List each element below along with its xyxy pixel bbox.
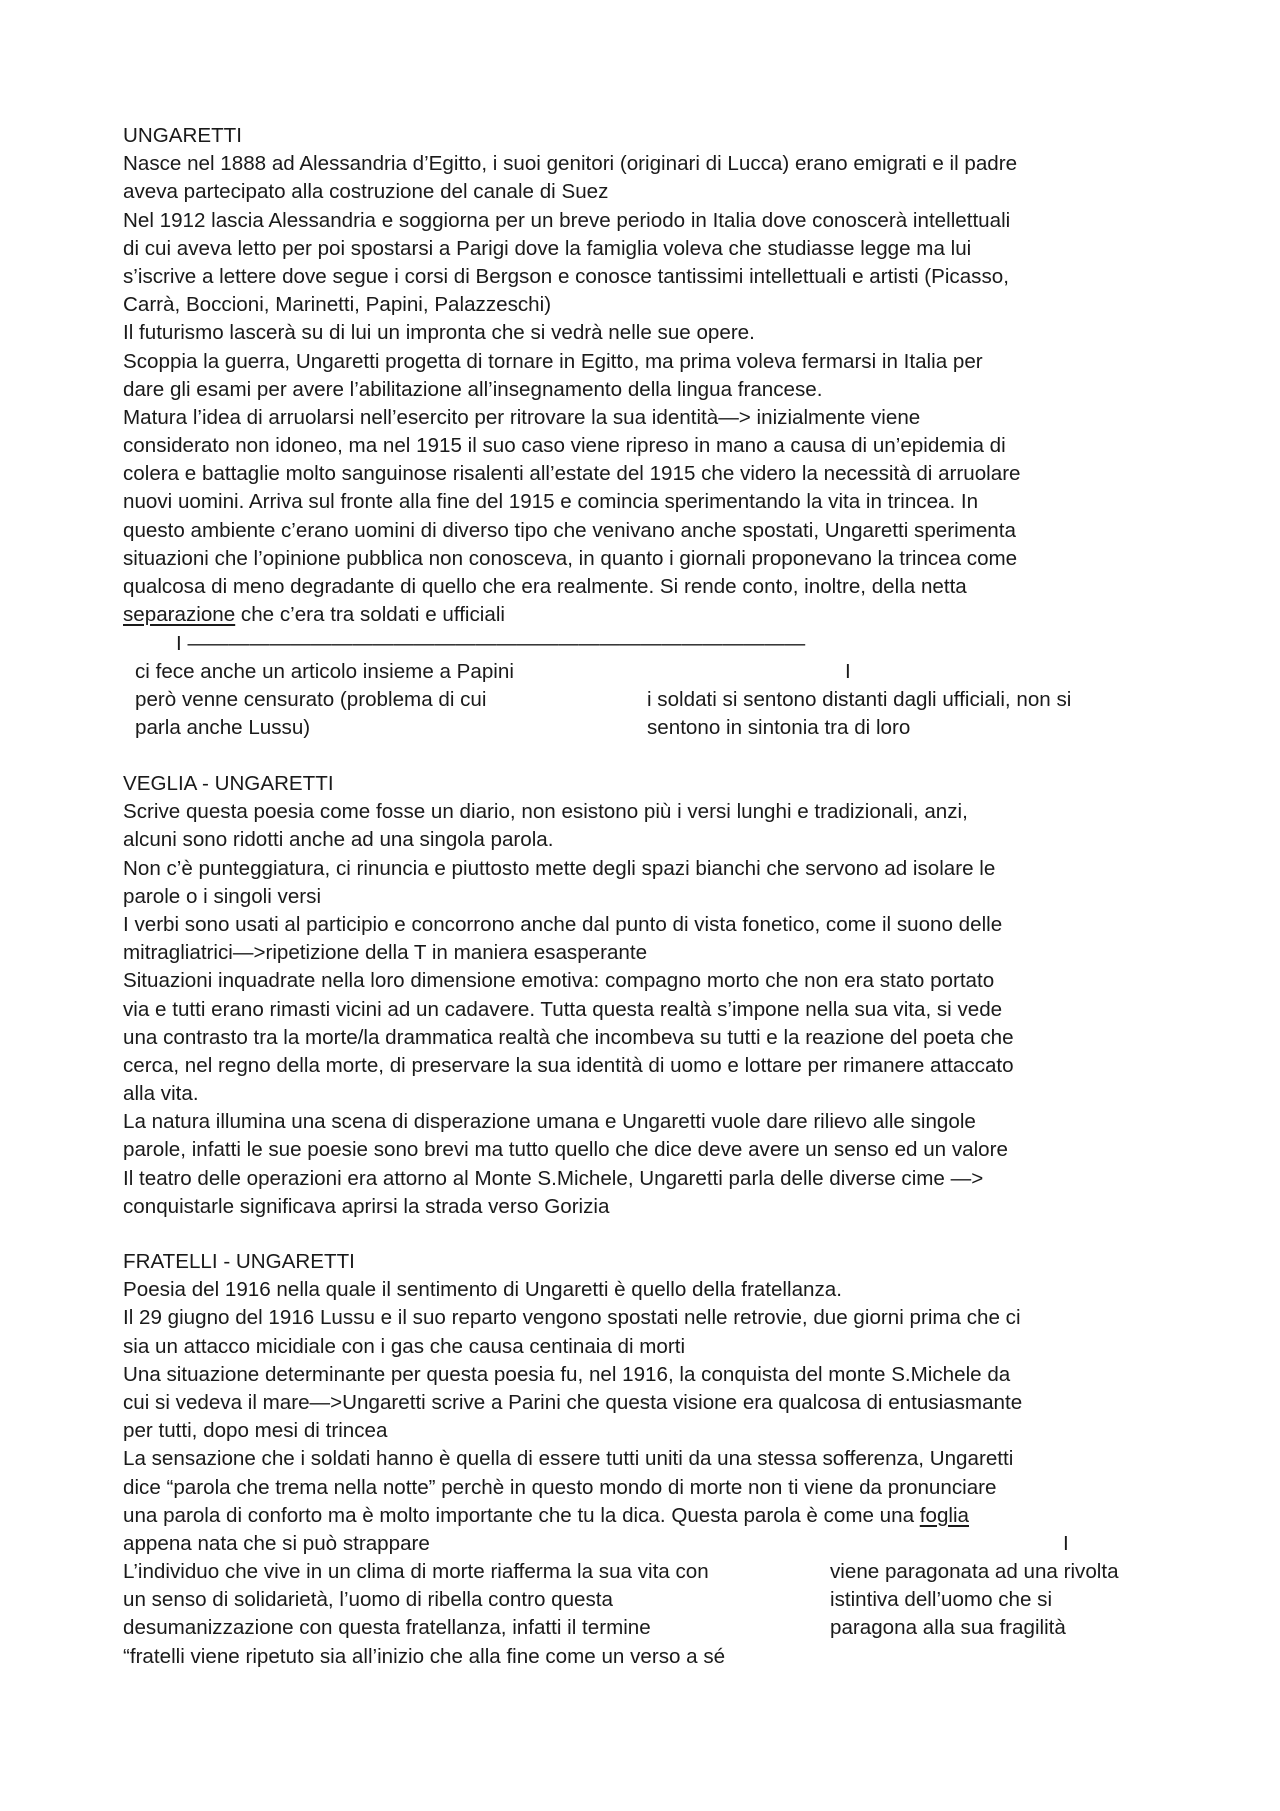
text-line: alcuni sono ridotti anche ad una singola parola. <box>123 828 554 852</box>
text-line: Scoppia la guerra, Ungaretti progetta di tornare in Egitto, ma prima voleva fermarsi in Italia per <box>123 349 983 373</box>
text-line: Situazioni inquadrate nella loro dimensione emotiva: compagno morto che non era stato portato <box>123 969 995 993</box>
text-line: Una situazione determinante per questa poesia fu, nel 1916, la conquista del monte S.Michele da <box>123 1362 1011 1386</box>
text-line: considerato non idoneo, ma nel 1915 il suo caso viene ripreso in mano a causa di un’epidemia di <box>123 434 1006 458</box>
line-text: una parola di conforto ma è molto importante che tu la dica. Questa parola è come una <box>123 1503 920 1527</box>
text-line: cerca, nel regno della morte, di preservare la sua identità di uomo e lottare per rimanere attaccato <box>123 1053 1014 1077</box>
text-line: Nasce nel 1888 ad Alessandria d’Egitto, i suoi genitori (originari di Lucca) erano emigrati e il padre <box>123 152 1018 176</box>
text-line: i soldati si sentono distanti dagli ufficiali, non si <box>647 688 1072 711</box>
section-veglia <box>123 770 1183 1221</box>
text-line: Matura l’idea di arruolarsi nell’esercito per ritrovare la sua identità—> inizialmente viene <box>123 405 921 429</box>
right-branch <box>647 686 1071 742</box>
text-line: Nel 1912 lascia Alessandria e soggiorna per un breve periodo in Italia dove conoscerà intellettuali <box>123 208 1011 232</box>
text-line: istintiva dell’uomo che si <box>830 1588 1053 1612</box>
text-line: di cui aveva letto per poi spostarsi a Parigi dove la famiglia voleva che studiasse legge ma lui <box>123 236 972 260</box>
text-line: per tutti, dopo mesi di trincea <box>123 1419 388 1443</box>
text-line: una contrasto tra la morte/la drammatica realtà che incombeva su tutti e la reazione del poeta che <box>123 1025 1014 1049</box>
text-line: Scrive questa poesia come fosse un diario, non esistono più i versi lunghi e tradizionali, anzi, <box>123 800 968 824</box>
text-line: colera e battaglie molto sanguinose risalenti all’estate del 1915 che videro la necessità di arruolare <box>123 462 1021 486</box>
text-line: sentono in sintonia tra di loro <box>647 716 911 740</box>
text-line: viene paragonata ad una rivolta <box>830 1560 1119 1583</box>
text-line: aveva partecipato alla costruzione del canale di Suez <box>123 180 609 204</box>
right-column <box>830 1558 1119 1643</box>
section-ungaretti <box>123 122 1183 629</box>
text-line: Carrà, Boccioni, Marinetti, Papini, Palazzeschi) <box>123 293 552 317</box>
section-title: VEGLIA - UNGARETTI <box>123 772 334 795</box>
text-line: La sensazione che i soldati hanno è quella di essere tutti uniti da una stessa sofferenza, Ungaretti <box>123 1447 1014 1471</box>
text-line: Il futurismo lascerà su di lui un impronta che si vedrà nelle sue opere. <box>123 321 755 345</box>
text-line: sia un attacco micidiale con i gas che causa centinaia di morti <box>123 1334 686 1358</box>
text-line: La natura illumina una scena di disperazione umana e Ungaretti vuole dare rilievo alle singole <box>123 1110 976 1134</box>
text-line: Non c’è punteggiatura, ci rinuncia e piuttosto mette degli spazi bianchi che servono ad isolare le <box>123 856 996 880</box>
text-line: qualcosa di meno degradante di quello che era realmente. Si rende conto, inoltre, della netta <box>123 575 967 598</box>
text-line: appena nata che si può strappare <box>123 1531 430 1555</box>
text-line: Il teatro delle operazioni era attorno al Monte S.Michele, Ungaretti parla delle diverse cime —> <box>123 1166 984 1190</box>
branch-marker: I <box>845 660 851 683</box>
text-line: “fratelli viene ripetuto sia all’inizio che alla fine come un verso a sé <box>123 1644 726 1668</box>
text-line: Il 29 giugno del 1916 Lussu e il suo reparto vengono spostati nelle retrovie, due giorni prima che ci <box>123 1306 1021 1330</box>
text-line: parole o i singoli versi <box>123 884 322 908</box>
section-fratelli <box>123 1248 1183 1558</box>
text-line: I verbi sono usati al participio e concorrono anche dal punto di vista fonetico, come il suono delle <box>123 912 1003 936</box>
text-line: mitragliatrici—>ripetizione della T in maniera esasperante <box>123 941 648 965</box>
text-line: L’individuo che vive in un clima di morte riafferma la sua vita con <box>123 1560 709 1583</box>
text-line: ci fece anche un articolo insieme a Papini <box>135 660 514 683</box>
text-line: parla anche Lussu) <box>135 716 311 740</box>
text-line: nuovi uomini. Arriva sul fronte alla fine del 1915 e comincia sperimentando la vita in trincea. In <box>123 490 979 514</box>
text-line: cui si vedeva il mare—>Ungaretti scrive a Parini che questa visione era qualcosa di entusiasmante <box>123 1390 1023 1414</box>
text-line: s’iscrive a lettere dove segue i corsi di Bergson e conosce tantissimi intellettuali e artisti (Picasso, <box>123 264 1009 288</box>
text-line: questo ambiente c’erano uomini di diverso tipo che venivano anche spostati, Ungaretti sperimenta <box>123 518 1016 542</box>
section-title: FRATELLI - UNGARETTI <box>123 1250 355 1273</box>
left-column <box>123 1558 725 1671</box>
text-line: alla vita. <box>123 1082 199 1106</box>
branch-connector: I —————————————————————————————— <box>176 632 806 655</box>
text-line: parole, infatti le sue poesie sono brevi ma tutto quello che dice deve avere un senso ed un valore <box>123 1138 1008 1162</box>
branch-marker: I <box>1063 1532 1069 1555</box>
text-line <box>123 601 1183 629</box>
text-line: però venne censurato (problema di cui <box>135 688 487 712</box>
text-line: dice “parola che trema nella notte” perchè in questo mondo di morte non ti viene da pronunciare <box>123 1475 997 1499</box>
text-line: un senso di solidarietà, l’uomo di ribella contro questa <box>123 1588 613 1612</box>
text-line: Poesia del 1916 nella quale il sentimento di Ungaretti è quello della fratellanza. <box>123 1278 842 1302</box>
text-line <box>123 1502 1183 1530</box>
text-line: situazioni che l’opinione pubblica non conosceva, in quanto i giornali proponevano la trincea come <box>123 546 1018 570</box>
underlined-word: foglia <box>919 1503 969 1527</box>
text-line: dare gli esami per avere l’abilitazione all’insegnamento della lingua francese. <box>123 377 823 401</box>
text-line: paragona alla sua fragilità <box>830 1616 1066 1640</box>
underlined-word: separazione <box>123 603 236 627</box>
line-rest: che c’era tra soldati e ufficiali <box>235 603 505 627</box>
section-title: UNGARETTI <box>123 124 242 147</box>
text-line: conquistarle significava aprirsi la strada verso Gorizia <box>123 1194 610 1218</box>
text-line: via e tutti erano rimasti vicini ad un cadavere. Tutta questa realtà s’impone nella sua vita, si vede <box>123 997 1003 1021</box>
text-line: desumanizzazione con questa fratellanza, infatti il termine <box>123 1616 651 1640</box>
left-branch <box>135 658 514 743</box>
